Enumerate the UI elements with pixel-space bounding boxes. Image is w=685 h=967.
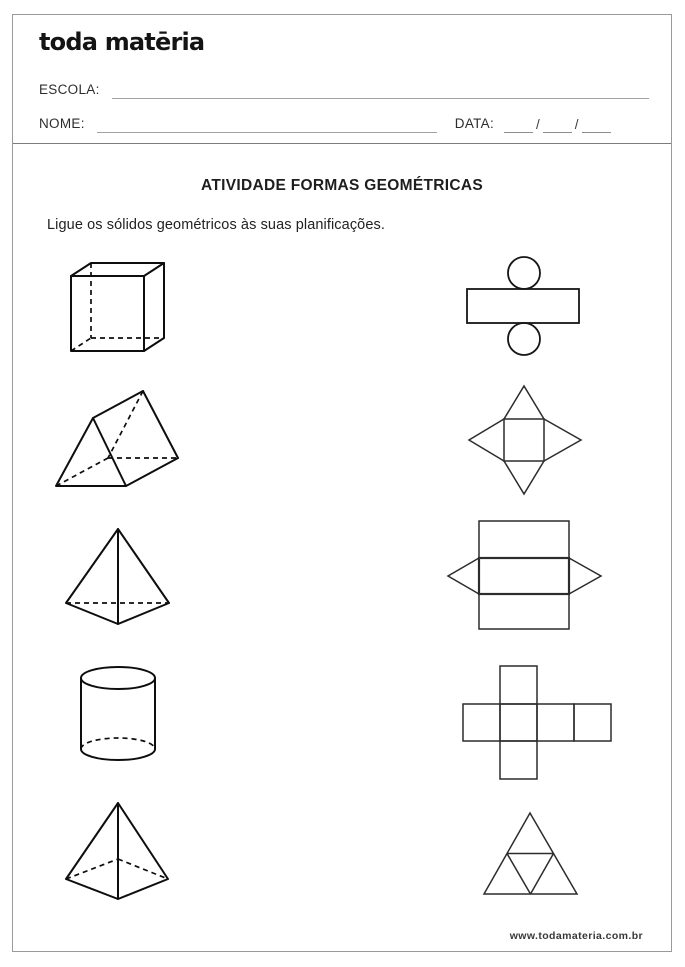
triangular-prism-net-figure <box>443 516 606 634</box>
cube-net-drawing <box>458 661 616 784</box>
date-slash: / <box>536 117 540 132</box>
square-pyramid-net-figure <box>464 381 586 499</box>
date-month-blank <box>543 117 572 133</box>
name-date-row <box>39 115 649 133</box>
cube-net-figure <box>458 661 616 784</box>
cylinder-net-figure <box>462 252 584 360</box>
worksheet-page <box>12 14 672 952</box>
school-blank-line <box>112 83 649 99</box>
square-pyramid-drawing <box>61 798 173 904</box>
cylinder-figure <box>79 665 157 762</box>
toda-materia-logo: toda matēria <box>39 28 205 56</box>
triangular-pyramid-figure <box>61 524 174 629</box>
date-label: DATA: <box>454 116 495 131</box>
triangular-prism-figure <box>51 386 183 491</box>
name-label: NOME: <box>39 116 85 131</box>
date-day-blank <box>504 117 533 133</box>
cylinder-net-drawing <box>462 252 584 360</box>
school-row <box>39 81 649 99</box>
square-pyramid-figure <box>61 798 173 904</box>
triangular-prism-net-drawing <box>443 516 606 634</box>
square-pyramid-net-drawing <box>464 381 586 499</box>
website-url: www.todamateria.com.br <box>509 930 643 942</box>
triangular-prism-drawing <box>51 386 183 491</box>
date-slash: / <box>574 117 579 132</box>
worksheet-header <box>13 15 671 144</box>
tetrahedron-net-drawing <box>479 808 582 899</box>
activity-instruction: Ligue os sólidos geométricos às suas planificações. <box>47 217 385 233</box>
date-group <box>455 115 614 133</box>
cylinder-drawing <box>79 665 157 762</box>
activity-title: ATIVIDADE FORMAS GEOMÉTRICAS <box>201 177 483 194</box>
date-year-blank <box>582 117 611 133</box>
cube-drawing <box>56 259 181 359</box>
tetrahedron-net-figure <box>479 808 582 899</box>
triangular-pyramid-drawing <box>61 524 174 629</box>
name-blank-line <box>97 117 437 133</box>
school-label: ESCOLA: <box>39 82 100 97</box>
cube-figure <box>56 259 181 359</box>
